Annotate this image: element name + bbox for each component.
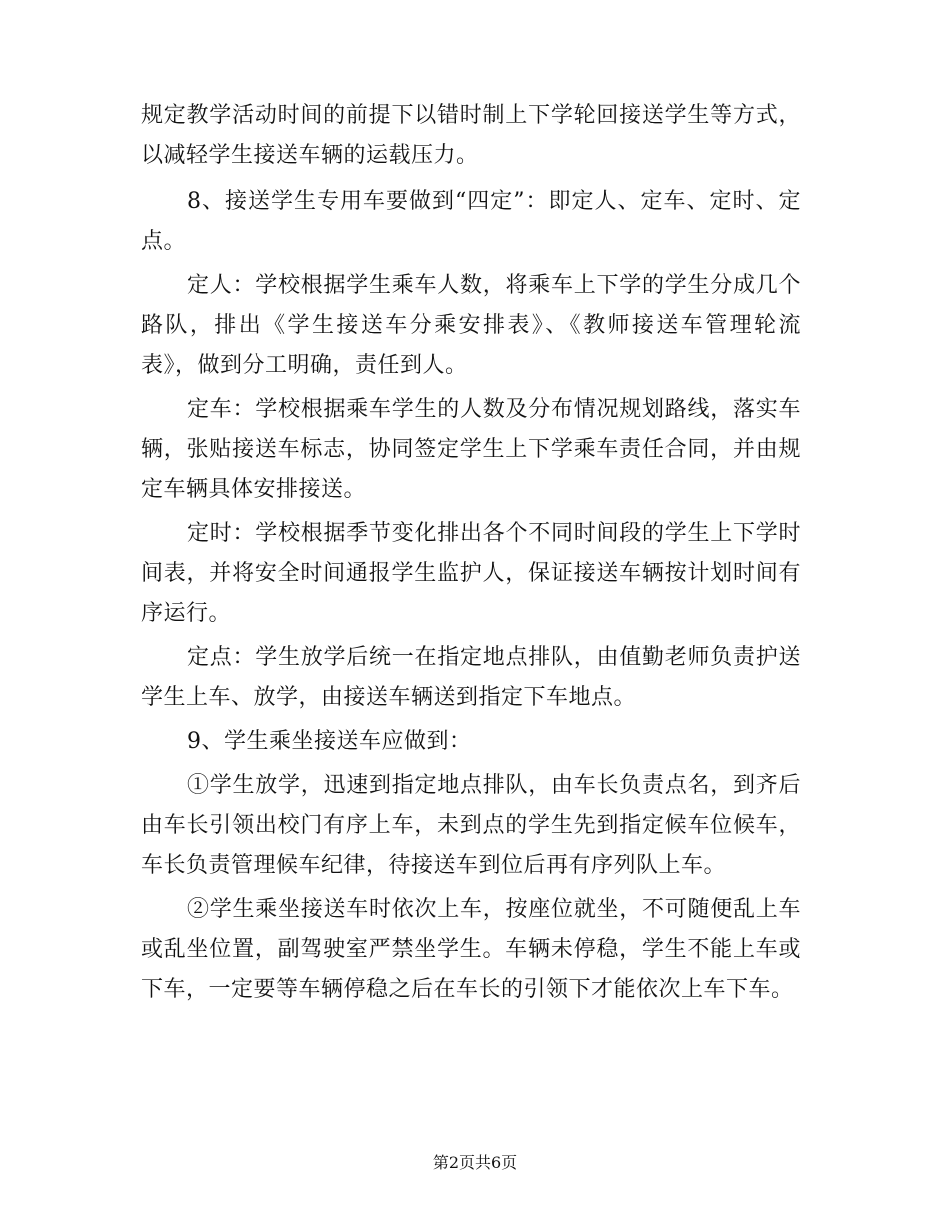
paragraph-ding-shi: 定时：学校根据季节变化排出各个不同时间段的学生上下学时间表，并将安全时间通报学生监护人，保证接送车辆按计划时间有序运行。 <box>141 521 801 626</box>
paragraph-item-8: 8、接送学生专用车要做到“四定”：即定人、定车、定时、定点。 <box>141 189 801 254</box>
document-body <box>141 96 801 1010</box>
paragraph-ding-che: 定车：学校根据乘车学生的人数及分布情况规划路线，落实车辆，张贴接送车标志，协同签定学生上下学乘车责任合同，并由规定车辆具体安排接送。 <box>141 397 801 502</box>
paragraph-ding-ren: 定人：学校根据学生乘车人数，将乘车上下学的学生分成几个路队，排出《学生接送车分乘安排表》、《教师接送车管理轮流表》，做到分工明确，责任到人。 <box>141 273 801 378</box>
paragraph-rule-2: ②学生乘坐接送车时依次上车，按座位就坐，不可随便乱上车或乱坐位置，副驾驶室严禁坐学生。车辆未停稳，学生不能上车或下车，一定要等车辆停稳之后在车长的引领下才能依次上车下车。 <box>141 897 801 1002</box>
paragraph-ding-dian: 定点：学生放学后统一在指定地点排队，由值勤老师负责护送学生上车、放学，由接送车辆送到指定下车地点。 <box>141 645 801 710</box>
page-number-footer: 第2页共6页 <box>432 1153 518 1172</box>
paragraph-continuation: 规定教学活动时间的前提下以错时制上下学轮回接送学生等方式，以减轻学生接送车辆的运载压力。 <box>141 103 801 168</box>
paragraph-item-9: 9、学生乘坐接送车应做到： <box>187 729 472 754</box>
paragraph-rule-1: ①学生放学，迅速到指定地点排队，由车长负责点名，到齐后由车长引领出校门有序上车，未到点的学生先到指定候车位候车，车长负责管理候车纪律，待接送车到位后再有序列队上车。 <box>141 773 801 878</box>
